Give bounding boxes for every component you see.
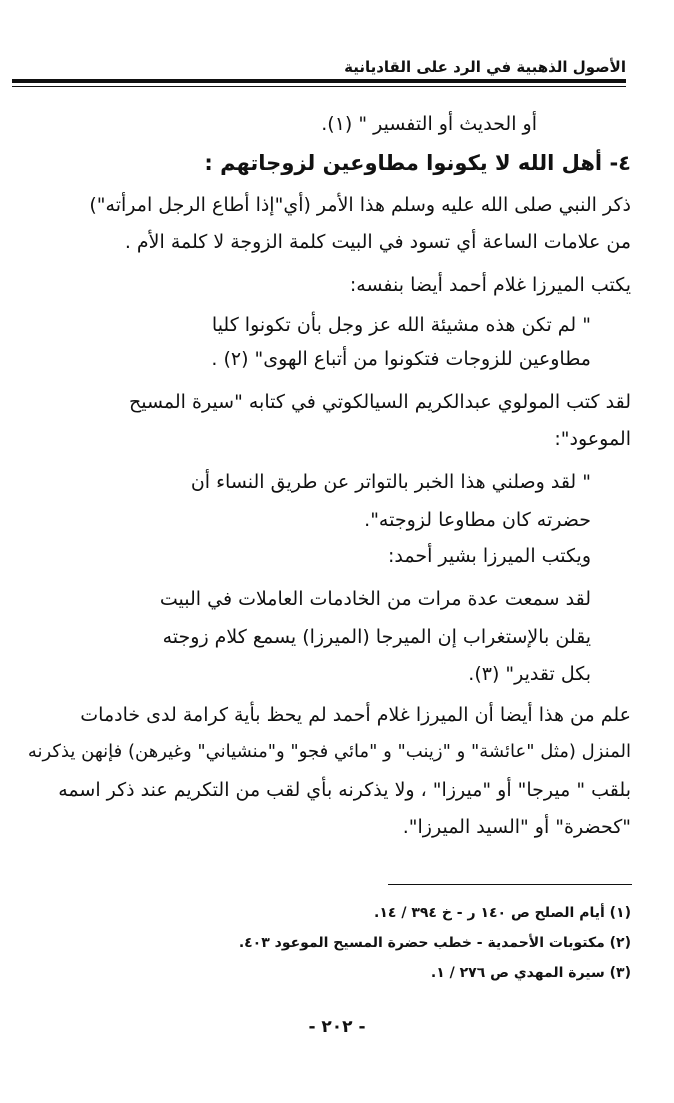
quote-line: لقد سمعت عدة مرات من الخادمات العاملات في البيت (159, 588, 591, 610)
quote-line: " لقد وصلني هذا الخبر بالتواتر عن طريق النساء أن (190, 471, 591, 493)
body-line: بلقب " ميرجا" أو "ميرزا" ، ولا يذكرنه بأي لقب من التكريم عند ذكر اسمه (58, 779, 631, 801)
body-line: الموعود": (554, 428, 631, 450)
body-line: "كحضرة" أو "السيد الميرزا". (402, 816, 631, 838)
body-line: من علامات الساعة أي تسود في البيت كلمة الزوجة لا كلمة الأم . (124, 231, 631, 253)
body-line: ذكر النبي صلى الله عليه وسلم هذا الأمر (أي"إذا أطاع الرجل امرأته") (89, 194, 631, 216)
body-line: علم من هذا أيضا أن الميرزا غلام أحمد لم يحظ بأية كرامة لدى خادمات (80, 704, 631, 726)
quote-line: " لم تكن هذه مشيئة الله عز وجل بأن تكونوا كليا (211, 314, 591, 336)
running-head: الأصول الذهبية في الرد على القاديانية (344, 58, 626, 76)
page-number: - ٢٠٢ - (308, 1017, 366, 1037)
quote-line: بكل تقدير" (٣). (468, 663, 591, 685)
body-line: أو الحديث أو التفسير " (١). (321, 113, 537, 135)
body-line: يكتب الميرزا غلام أحمد أيضا بنفسه: (349, 274, 631, 296)
body-line: لقد كتب المولوي عبدالكريم السيالكوتي في كتابه "سيرة المسيح (128, 391, 631, 413)
quote-line: يقلن بالإستغراب إن الميرجا (الميرزا) يسمع كلام زوجته (162, 626, 591, 648)
header-rule-thick (12, 79, 626, 83)
body-line: ويكتب الميرزا بشير أحمد: (387, 545, 591, 567)
header-rule-thin (12, 86, 626, 87)
section-heading: ٤- أهل الله لا يكونوا مطاوعين لزوجاتهم : (204, 151, 631, 175)
footnote: (١) أيام الصلح ص ١٤٠ ر - خ ٣٩٤ / ١٤. (374, 905, 631, 921)
quote-line: حضرته كان مطاوعا لزوجته". (364, 509, 591, 531)
footnote-rule (388, 884, 632, 885)
footnote: (٢) مكتوبات الأحمدية - خطب حضرة المسيح الموعود ٤٠٣. (238, 935, 631, 951)
footnote: (٣) سيرة المهدي ص ٢٧٦ / ١. (430, 965, 631, 981)
body-line: المنزل (مثل "عائشة" و "زينب" و "مائي فجو" و"منشياني" وغيرهن) فإنهن يذكرنه (27, 741, 631, 762)
quote-line: مطاوعين للزوجات فتكونوا من أتباع الهوى" (٢) . (211, 348, 591, 370)
